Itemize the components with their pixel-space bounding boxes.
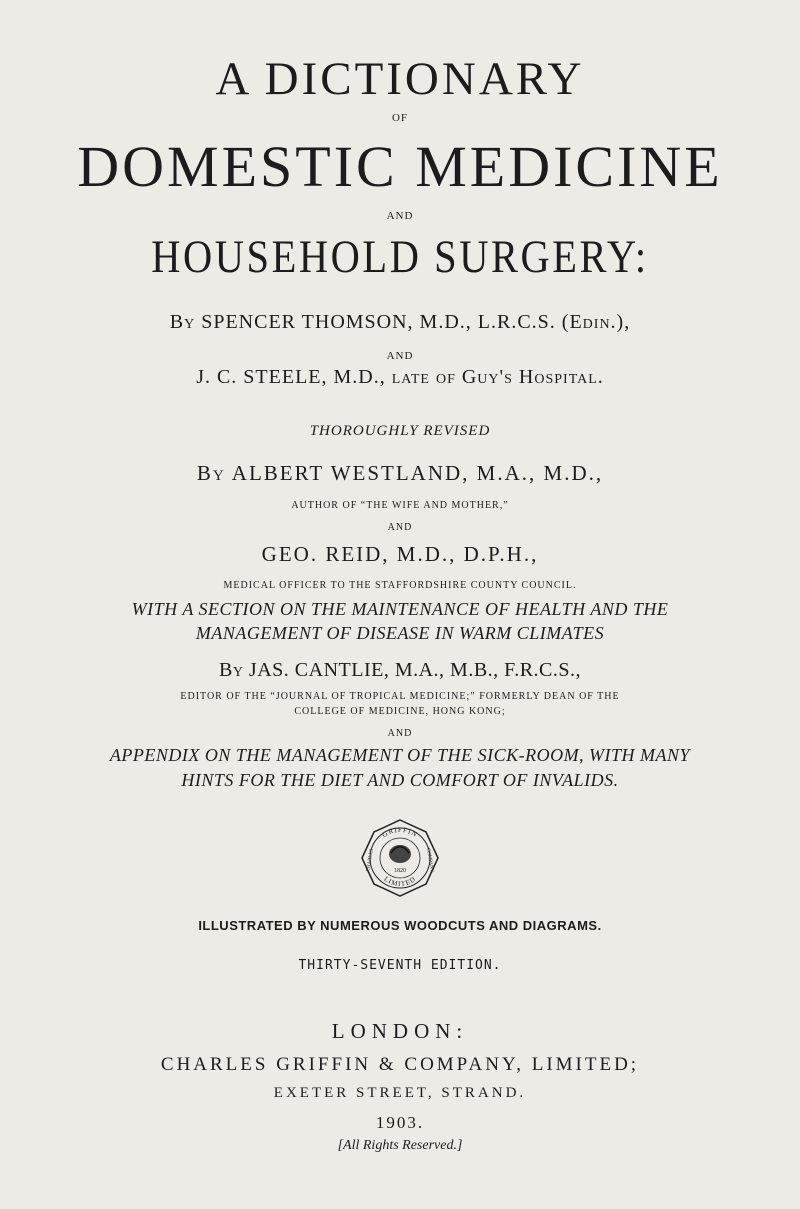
edition-line: THIRTY-SEVENTH EDITION.	[298, 958, 502, 973]
editor-description-1: EDITOR OF THE “JOURNAL OF TROPICAL MEDICINE;” FORMERLY DEAN OF THE	[180, 691, 620, 702]
section-line-1: WITH A SECTION ON THE MAINTENANCE OF HEALTH AND THE	[131, 599, 669, 619]
title-of: OF	[391, 112, 409, 124]
imprint-rights: [All Rights Reserved.]	[337, 1138, 463, 1153]
revision-and: AND	[387, 522, 413, 533]
appendix-line-1: APPENDIX ON THE MANAGEMENT OF THE SICK-ROOM, WITH MANY	[109, 745, 691, 765]
authors-and: AND	[386, 350, 414, 362]
author-line-1: By SPENCER THOMSON, M.D., L.R.C.S. (Edin.),	[169, 311, 631, 333]
reviser-2: GEO. REID, M.D., D.P.H.,	[261, 542, 539, 566]
reviser-1: By ALBERT WESTLAND, M.A., M.D.,	[196, 461, 604, 485]
imprint-city: LONDON:	[331, 1019, 469, 1043]
imprint-year: 1903.	[375, 1113, 425, 1132]
editor-line: By JAS. CANTLIE, M.A., M.B., F.R.C.S.,	[218, 659, 581, 681]
illustrated-note: ILLUSTRATED BY NUMEROUS WOODCUTS AND DIAGRAMS.	[198, 918, 602, 933]
appendix-line-2: HINTS FOR THE DIET AND COMFORT OF INVALIDS.	[181, 770, 619, 790]
publisher-emblem-icon	[360, 818, 440, 898]
emblem-top-text: GRIFFIN	[380, 825, 420, 840]
editor-description-2: COLLEGE OF MEDICINE, HONG KONG;	[294, 706, 506, 717]
emblem-right-text: COMPANY	[424, 847, 435, 873]
author-line-2: J. C. STEELE, M.D., late of Guy's Hospital.	[196, 366, 604, 388]
imprint-address: EXETER STREET, STRAND.	[273, 1085, 527, 1101]
revision-label: THOROUGHLY REVISED	[309, 423, 491, 439]
title-line-2: DOMESTIC MEDICINE	[77, 134, 723, 199]
emblem-bottom-text: LIMITED	[382, 874, 418, 889]
emblem-griffin-icon	[389, 845, 411, 863]
imprint-publisher: CHARLES GRIFFIN & COMPANY, LIMITED;	[160, 1054, 640, 1075]
editor-and: AND	[387, 728, 413, 739]
section-line-2: MANAGEMENT OF DISEASE IN WARM CLIMATES	[195, 623, 605, 643]
reviser-1-description: AUTHOR OF “THE WIFE AND MOTHER,”	[291, 500, 509, 511]
reviser-2-description: MEDICAL OFFICER TO THE STAFFORDSHIRE COUNTY COUNCIL.	[223, 580, 577, 591]
svg-text:GRIFFIN	[381, 826, 419, 839]
title-line-3: HOUSEHOLD SURGERY:	[151, 231, 649, 283]
svg-text:LIMITED	[382, 875, 417, 888]
emblem-year: 1820	[394, 868, 406, 874]
emblem-left-text: CHARLES	[366, 848, 375, 872]
title-line-1: A DICTIONARY	[215, 53, 585, 105]
title-and: AND	[386, 210, 414, 222]
